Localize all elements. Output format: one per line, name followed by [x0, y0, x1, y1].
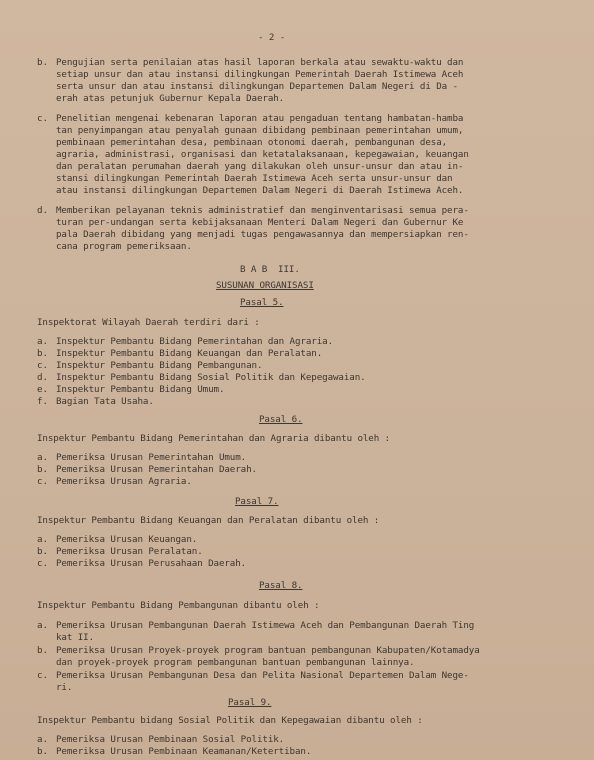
item-b-line: erah atas petunjuk Gubernur Kepala Daerah. — [56, 93, 285, 104]
item-c-line: Penelitian mengenai kebenaran laporan atau pengaduan tentang hambatan-hamba — [56, 113, 464, 124]
item-b-line: setiap unsur dan atau instansi dilingkungan Pemerintah Daerah Istimewa Aceh — [56, 69, 464, 80]
pasal-5-item-text: Inspektur Pembantu Bidang Umum. — [56, 384, 225, 395]
pasal-6-intro: Inspektur Pembantu Bidang Pemerintahan dan Agraria dibantu oleh : — [37, 433, 391, 444]
item-c-line: atau instansi dilingkungan Departemen Dalam Negeri di Daerah Istimewa Aceh. — [56, 185, 464, 196]
pasal-6-item-label: c. — [37, 476, 49, 487]
pasal-6-item-label: a. — [37, 452, 49, 463]
pasal-7-item-label: c. — [37, 558, 49, 569]
pasal-7-item-text: Pemeriksa Urusan Perusahaan Daerah. — [56, 558, 247, 569]
item-d-line: turan per-undangan serta kebijaksanaan Menteri Dalam Negeri dan Gubernur Ke — [56, 217, 464, 228]
pasal-7-item-label: b. — [37, 546, 49, 557]
pasal-7-item-text: Pemeriksa Urusan Peralatan. — [56, 546, 203, 557]
pasal-6-item-label: b. — [37, 464, 49, 475]
pasal-9-item-text: Pemeriksa Urusan Pembinaan Keamanan/Ketertiban. — [56, 746, 312, 757]
pasal-5-item-text: Bagian Tata Usaha. — [56, 396, 154, 407]
pasal-6-item-text: Pemeriksa Urusan Pemerintahan Daerah. — [56, 464, 257, 475]
pasal-5-item-text: Inspektur Pembantu Bidang Pemerintahan dan Agraria. — [56, 336, 333, 347]
item-c-line: stansi dilingkungan Pemerintah Daerah Istimewa Aceh serta unsur-unsur dan — [56, 173, 453, 184]
chapter-subtitle: SUSUNAN ORGANISASI — [216, 280, 314, 291]
pasal-6-item-text: Pemeriksa Urusan Pemerintahan Umum. — [56, 452, 247, 463]
pasal-9-heading: Pasal 9. — [228, 697, 272, 708]
pasal-5-intro: Inspektorat Wilayah Daerah terdiri dari : — [37, 317, 260, 328]
pasal-8-item-label: c. — [37, 670, 49, 681]
item-c-line: dan peralatan perumahan daerah yang dilakukan oleh unsur-unsur dan atau in- — [56, 161, 464, 172]
pasal-5-item-label: c. — [37, 360, 49, 371]
item-d-line: pala Daerah dibidang yang menjadi tugas pengawasannya dan mempersiapkan ren- — [56, 229, 469, 240]
pasal-5-item-text: Inspektur Pembantu Bidang Keuangan dan Peralatan. — [56, 348, 323, 359]
pasal-8-item-line: dan proyek-proyek program pembangunan bantuan pembangunan lainnya. — [56, 657, 415, 668]
pasal-8-intro: Inspektur Pembantu Bidang Pembangunan dibantu oleh : — [37, 600, 320, 611]
item-d-line: cana program pemeriksaan. — [56, 241, 192, 252]
item-b-line: Pengujian serta penilaian atas hasil laporan berkala atau sewaktu-waktu dan — [56, 57, 464, 68]
pasal-8-item-label: a. — [37, 620, 49, 631]
pasal-8-item-line: Pemeriksa Urusan Pembangunan Daerah Istimewa Aceh dan Pembangunan Daerah Ting — [56, 620, 475, 631]
pasal-5-item-text: Inspektur Pembantu Bidang Sosial Politik dan Kepegawaian. — [56, 372, 366, 383]
pasal-9-intro: Inspektur Pembantu bidang Sosial Politik dan Kepegawaian dibantu oleh : — [37, 715, 423, 726]
pasal-5-heading: Pasal 5. — [240, 297, 284, 308]
pasal-7-intro: Inspektur Pembantu Bidang Keuangan dan Peralatan dibantu oleh : — [37, 515, 380, 526]
pasal-5-item-text: Inspektur Pembantu Bidang Pembangunan. — [56, 360, 263, 371]
pasal-8-item-line: Pemeriksa Urusan Pembangunan Desa dan Pelita Nasional Departemen Dalam Nege- — [56, 670, 469, 681]
pasal-9-item-text: Pemeriksa Urusan Pembinaan Sosial Politik. — [56, 734, 285, 745]
pasal-8-item-line: Pemeriksa Urusan Proyek-proyek program bantuan pembangunan Kabupaten/Kotamadya — [56, 645, 480, 656]
pasal-5-item-label: d. — [37, 372, 49, 383]
pasal-7-heading: Pasal 7. — [235, 496, 279, 507]
pasal-6-heading: Pasal 6. — [259, 414, 303, 425]
item-c-line: tan penyimpangan atau penyalah gunaan dibidang pembinaan pemerintahan umum, — [56, 125, 464, 136]
pasal-9-item-label: a. — [37, 734, 49, 745]
pasal-8-item-line: ri. — [56, 682, 73, 693]
pasal-8-item-label: b. — [37, 645, 49, 656]
pasal-9-item-label: b. — [37, 746, 49, 757]
pasal-7-item-text: Pemeriksa Urusan Keuangan. — [56, 534, 198, 545]
item-d-label: d. — [37, 205, 49, 216]
item-b-line: serta unsur dan atau instansi dilingkungan Departemen Dalam Negeri di Da - — [56, 81, 458, 92]
pasal-8-heading: Pasal 8. — [259, 580, 303, 591]
pasal-8-item-line: kat II. — [56, 632, 95, 643]
item-c-line: pembinaan pemerintahan desa, pembinaan otonomi daerah, pembangunan desa, — [56, 137, 448, 148]
item-d-line: Memberikan pelayanan teknis administratief dan menginventarisasi semua pera- — [56, 205, 469, 216]
pasal-5-item-label: f. — [37, 396, 49, 407]
chapter-title: B A B III. — [240, 264, 300, 275]
pasal-5-item-label: e. — [37, 384, 49, 395]
pasal-5-item-label: b. — [37, 348, 49, 359]
page-number: - 2 - — [258, 32, 286, 43]
pasal-5-item-label: a. — [37, 336, 49, 347]
item-c-line: agraria, administrasi, organisasi dan ketatalaksanaan, kepegawaian, keuangan — [56, 149, 469, 160]
pasal-7-item-label: a. — [37, 534, 49, 545]
pasal-6-item-text: Pemeriksa Urusan Agraria. — [56, 476, 192, 487]
item-c-label: c. — [37, 113, 49, 124]
item-b-label: b. — [37, 57, 49, 68]
